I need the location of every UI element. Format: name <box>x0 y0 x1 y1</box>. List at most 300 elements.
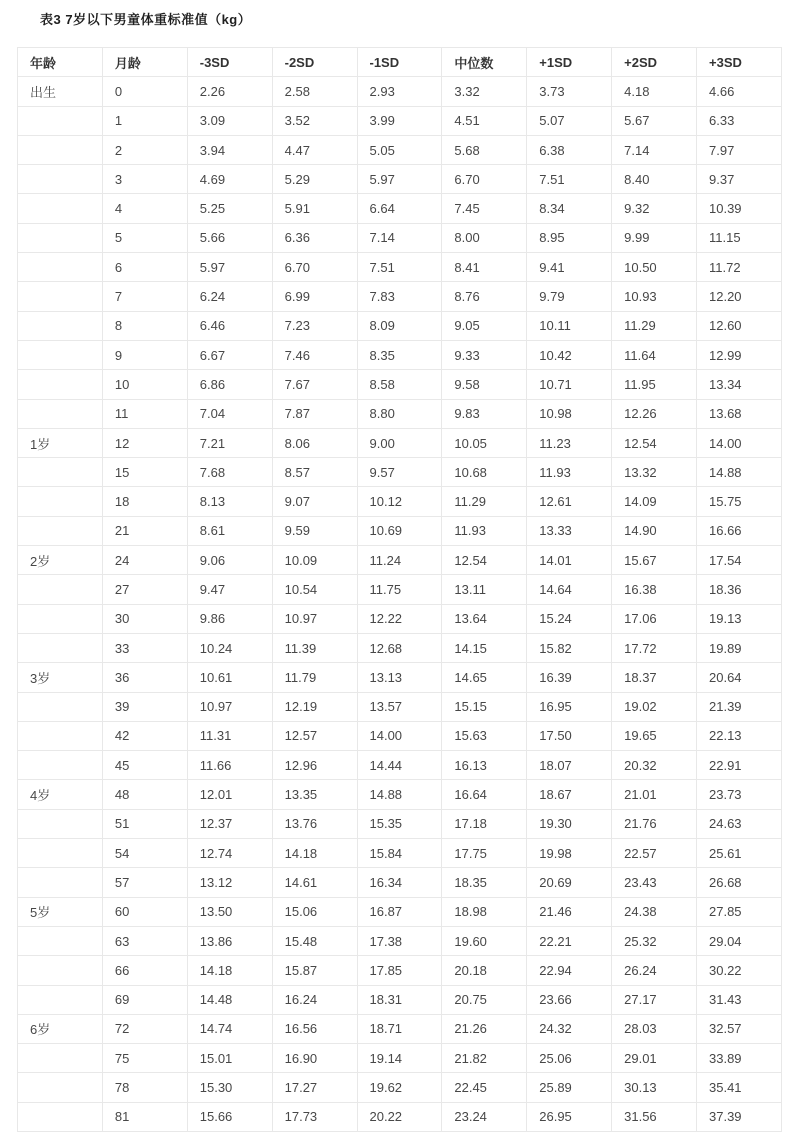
table-row <box>18 956 782 985</box>
value-cell: 8.09 <box>357 311 442 340</box>
age-cell <box>18 370 103 399</box>
value-cell: 15.87 <box>272 956 357 985</box>
value-cell: 22.91 <box>697 751 782 780</box>
value-cell: 11.75 <box>357 575 442 604</box>
value-cell: 23.66 <box>527 985 612 1014</box>
header-row <box>18 48 782 77</box>
value-cell: 10.61 <box>187 663 272 692</box>
value-cell: 6.86 <box>187 370 272 399</box>
month-age-cell: 24 <box>102 546 187 575</box>
value-cell: 5.68 <box>442 135 527 164</box>
age-cell <box>18 458 103 487</box>
column-header: +2SD <box>612 48 697 77</box>
value-cell: 12.54 <box>442 546 527 575</box>
value-cell: 28.03 <box>612 1014 697 1043</box>
value-cell: 12.20 <box>697 282 782 311</box>
value-cell: 12.01 <box>187 780 272 809</box>
value-cell: 3.94 <box>187 135 272 164</box>
value-cell: 32.57 <box>697 1014 782 1043</box>
month-age-cell: 33 <box>102 633 187 662</box>
value-cell: 9.05 <box>442 311 527 340</box>
value-cell: 5.07 <box>527 106 612 135</box>
age-cell <box>18 633 103 662</box>
month-age-cell: 2 <box>102 135 187 164</box>
value-cell: 7.51 <box>527 165 612 194</box>
value-cell: 25.06 <box>527 1044 612 1073</box>
value-cell: 20.22 <box>357 1102 442 1131</box>
age-cell <box>18 604 103 633</box>
value-cell: 8.40 <box>612 165 697 194</box>
age-cell <box>18 692 103 721</box>
value-cell: 17.54 <box>697 546 782 575</box>
value-cell: 14.90 <box>612 516 697 545</box>
value-cell: 5.25 <box>187 194 272 223</box>
table-row <box>18 692 782 721</box>
table-row <box>18 311 782 340</box>
value-cell: 9.33 <box>442 340 527 369</box>
value-cell: 6.67 <box>187 340 272 369</box>
value-cell: 11.79 <box>272 663 357 692</box>
age-cell <box>18 399 103 428</box>
value-cell: 6.24 <box>187 282 272 311</box>
value-cell: 9.06 <box>187 546 272 575</box>
value-cell: 6.46 <box>187 311 272 340</box>
value-cell: 25.89 <box>527 1073 612 1102</box>
table-row <box>18 77 782 106</box>
value-cell: 2.93 <box>357 77 442 106</box>
month-age-cell: 1 <box>102 106 187 135</box>
value-cell: 13.50 <box>187 897 272 926</box>
table-body <box>18 77 782 1132</box>
value-cell: 5.05 <box>357 135 442 164</box>
value-cell: 9.37 <box>697 165 782 194</box>
value-cell: 17.27 <box>272 1073 357 1102</box>
month-age-cell: 60 <box>102 897 187 926</box>
age-cell <box>18 165 103 194</box>
age-cell <box>18 223 103 252</box>
value-cell: 10.50 <box>612 253 697 282</box>
value-cell: 25.61 <box>697 839 782 868</box>
value-cell: 14.09 <box>612 487 697 516</box>
value-cell: 12.60 <box>697 311 782 340</box>
value-cell: 9.79 <box>527 282 612 311</box>
age-cell: 1岁 <box>18 428 103 457</box>
value-cell: 19.89 <box>697 633 782 662</box>
value-cell: 15.06 <box>272 897 357 926</box>
value-cell: 18.07 <box>527 751 612 780</box>
month-age-cell: 15 <box>102 458 187 487</box>
value-cell: 19.62 <box>357 1073 442 1102</box>
value-cell: 7.87 <box>272 399 357 428</box>
value-cell: 6.70 <box>272 253 357 282</box>
value-cell: 19.14 <box>357 1044 442 1073</box>
value-cell: 7.83 <box>357 282 442 311</box>
month-age-cell: 63 <box>102 926 187 955</box>
value-cell: 27.85 <box>697 897 782 926</box>
value-cell: 6.99 <box>272 282 357 311</box>
value-cell: 15.30 <box>187 1073 272 1102</box>
value-cell: 21.39 <box>697 692 782 721</box>
table-row <box>18 780 782 809</box>
value-cell: 17.18 <box>442 809 527 838</box>
column-header: 月龄 <box>102 48 187 77</box>
value-cell: 13.64 <box>442 604 527 633</box>
value-cell: 3.52 <box>272 106 357 135</box>
table-row <box>18 253 782 282</box>
table-row <box>18 458 782 487</box>
age-cell: 6岁 <box>18 1014 103 1043</box>
value-cell: 16.34 <box>357 868 442 897</box>
value-cell: 10.71 <box>527 370 612 399</box>
age-cell <box>18 135 103 164</box>
value-cell: 11.29 <box>442 487 527 516</box>
column-header: -3SD <box>187 48 272 77</box>
value-cell: 12.54 <box>612 428 697 457</box>
value-cell: 12.19 <box>272 692 357 721</box>
value-cell: 24.63 <box>697 809 782 838</box>
value-cell: 11.15 <box>697 223 782 252</box>
value-cell: 7.14 <box>357 223 442 252</box>
table-row <box>18 1073 782 1102</box>
month-age-cell: 72 <box>102 1014 187 1043</box>
value-cell: 15.84 <box>357 839 442 868</box>
value-cell: 16.64 <box>442 780 527 809</box>
month-age-cell: 0 <box>102 77 187 106</box>
value-cell: 8.06 <box>272 428 357 457</box>
value-cell: 6.33 <box>697 106 782 135</box>
value-cell: 6.36 <box>272 223 357 252</box>
value-cell: 29.01 <box>612 1044 697 1073</box>
value-cell: 17.38 <box>357 926 442 955</box>
value-cell: 10.97 <box>272 604 357 633</box>
value-cell: 21.01 <box>612 780 697 809</box>
age-cell: 出生 <box>18 77 103 106</box>
value-cell: 13.12 <box>187 868 272 897</box>
value-cell: 8.61 <box>187 516 272 545</box>
month-age-cell: 81 <box>102 1102 187 1131</box>
age-cell: 3岁 <box>18 663 103 692</box>
value-cell: 12.22 <box>357 604 442 633</box>
value-cell: 3.32 <box>442 77 527 106</box>
value-cell: 16.24 <box>272 985 357 1014</box>
month-age-cell: 7 <box>102 282 187 311</box>
value-cell: 2.58 <box>272 77 357 106</box>
value-cell: 14.65 <box>442 663 527 692</box>
value-cell: 8.58 <box>357 370 442 399</box>
value-cell: 11.24 <box>357 546 442 575</box>
value-cell: 19.98 <box>527 839 612 868</box>
value-cell: 8.13 <box>187 487 272 516</box>
value-cell: 9.58 <box>442 370 527 399</box>
age-cell <box>18 282 103 311</box>
value-cell: 9.32 <box>612 194 697 223</box>
value-cell: 14.88 <box>697 458 782 487</box>
value-cell: 12.99 <box>697 340 782 369</box>
month-age-cell: 9 <box>102 340 187 369</box>
table-row <box>18 985 782 1014</box>
value-cell: 19.02 <box>612 692 697 721</box>
value-cell: 21.76 <box>612 809 697 838</box>
value-cell: 8.35 <box>357 340 442 369</box>
month-age-cell: 30 <box>102 604 187 633</box>
value-cell: 14.88 <box>357 780 442 809</box>
value-cell: 11.72 <box>697 253 782 282</box>
month-age-cell: 78 <box>102 1073 187 1102</box>
table-row <box>18 839 782 868</box>
month-age-cell: 11 <box>102 399 187 428</box>
value-cell: 14.18 <box>272 839 357 868</box>
column-header: -1SD <box>357 48 442 77</box>
value-cell: 30.22 <box>697 956 782 985</box>
value-cell: 15.15 <box>442 692 527 721</box>
month-age-cell: 6 <box>102 253 187 282</box>
value-cell: 15.01 <box>187 1044 272 1073</box>
value-cell: 22.57 <box>612 839 697 868</box>
table-row <box>18 428 782 457</box>
age-cell <box>18 926 103 955</box>
value-cell: 26.24 <box>612 956 697 985</box>
value-cell: 22.13 <box>697 721 782 750</box>
value-cell: 19.13 <box>697 604 782 633</box>
age-cell <box>18 575 103 604</box>
value-cell: 5.91 <box>272 194 357 223</box>
value-cell: 13.76 <box>272 809 357 838</box>
table-row <box>18 399 782 428</box>
month-age-cell: 8 <box>102 311 187 340</box>
value-cell: 11.64 <box>612 340 697 369</box>
value-cell: 21.46 <box>527 897 612 926</box>
value-cell: 7.14 <box>612 135 697 164</box>
age-cell <box>18 194 103 223</box>
value-cell: 14.74 <box>187 1014 272 1043</box>
value-cell: 12.57 <box>272 721 357 750</box>
value-cell: 16.66 <box>697 516 782 545</box>
table-row <box>18 516 782 545</box>
value-cell: 16.38 <box>612 575 697 604</box>
value-cell: 15.24 <box>527 604 612 633</box>
value-cell: 5.97 <box>187 253 272 282</box>
value-cell: 31.43 <box>697 985 782 1014</box>
value-cell: 10.54 <box>272 575 357 604</box>
table-row <box>18 1014 782 1043</box>
value-cell: 8.41 <box>442 253 527 282</box>
value-cell: 10.42 <box>527 340 612 369</box>
value-cell: 4.47 <box>272 135 357 164</box>
value-cell: 21.26 <box>442 1014 527 1043</box>
table-row <box>18 487 782 516</box>
value-cell: 15.82 <box>527 633 612 662</box>
value-cell: 13.32 <box>612 458 697 487</box>
age-cell <box>18 516 103 545</box>
value-cell: 5.29 <box>272 165 357 194</box>
value-cell: 10.12 <box>357 487 442 516</box>
value-cell: 9.59 <box>272 516 357 545</box>
value-cell: 18.37 <box>612 663 697 692</box>
table-row <box>18 546 782 575</box>
value-cell: 16.87 <box>357 897 442 926</box>
value-cell: 3.99 <box>357 106 442 135</box>
value-cell: 14.15 <box>442 633 527 662</box>
value-cell: 15.66 <box>187 1102 272 1131</box>
table-row <box>18 282 782 311</box>
age-cell <box>18 106 103 135</box>
value-cell: 10.69 <box>357 516 442 545</box>
month-age-cell: 3 <box>102 165 187 194</box>
value-cell: 11.29 <box>612 311 697 340</box>
value-cell: 5.97 <box>357 165 442 194</box>
table-row <box>18 575 782 604</box>
value-cell: 12.68 <box>357 633 442 662</box>
age-cell <box>18 956 103 985</box>
value-cell: 12.61 <box>527 487 612 516</box>
value-cell: 12.37 <box>187 809 272 838</box>
value-cell: 11.93 <box>442 516 527 545</box>
table-row <box>18 663 782 692</box>
value-cell: 14.64 <box>527 575 612 604</box>
column-header: 年龄 <box>18 48 103 77</box>
column-header: +1SD <box>527 48 612 77</box>
value-cell: 35.41 <box>697 1073 782 1102</box>
value-cell: 18.31 <box>357 985 442 1014</box>
age-cell <box>18 985 103 1014</box>
value-cell: 10.39 <box>697 194 782 223</box>
value-cell: 10.98 <box>527 399 612 428</box>
value-cell: 20.69 <box>527 868 612 897</box>
value-cell: 20.64 <box>697 663 782 692</box>
value-cell: 26.68 <box>697 868 782 897</box>
table-row <box>18 1044 782 1073</box>
table-row <box>18 868 782 897</box>
value-cell: 3.09 <box>187 106 272 135</box>
value-cell: 23.24 <box>442 1102 527 1131</box>
value-cell: 29.04 <box>697 926 782 955</box>
value-cell: 17.06 <box>612 604 697 633</box>
value-cell: 8.76 <box>442 282 527 311</box>
value-cell: 7.68 <box>187 458 272 487</box>
value-cell: 15.48 <box>272 926 357 955</box>
value-cell: 20.75 <box>442 985 527 1014</box>
column-header: 中位数 <box>442 48 527 77</box>
month-age-cell: 57 <box>102 868 187 897</box>
table-row <box>18 135 782 164</box>
month-age-cell: 27 <box>102 575 187 604</box>
value-cell: 8.57 <box>272 458 357 487</box>
value-cell: 16.39 <box>527 663 612 692</box>
value-cell: 7.23 <box>272 311 357 340</box>
value-cell: 16.13 <box>442 751 527 780</box>
value-cell: 17.73 <box>272 1102 357 1131</box>
value-cell: 23.43 <box>612 868 697 897</box>
value-cell: 17.85 <box>357 956 442 985</box>
weight-standards-table <box>17 47 782 1132</box>
value-cell: 18.36 <box>697 575 782 604</box>
value-cell: 7.21 <box>187 428 272 457</box>
value-cell: 9.83 <box>442 399 527 428</box>
value-cell: 20.18 <box>442 956 527 985</box>
month-age-cell: 39 <box>102 692 187 721</box>
value-cell: 11.39 <box>272 633 357 662</box>
month-age-cell: 4 <box>102 194 187 223</box>
value-cell: 19.65 <box>612 721 697 750</box>
value-cell: 16.90 <box>272 1044 357 1073</box>
age-cell <box>18 1102 103 1131</box>
value-cell: 30.13 <box>612 1073 697 1102</box>
column-header: -2SD <box>272 48 357 77</box>
value-cell: 22.94 <box>527 956 612 985</box>
value-cell: 8.80 <box>357 399 442 428</box>
value-cell: 4.66 <box>697 77 782 106</box>
value-cell: 9.86 <box>187 604 272 633</box>
value-cell: 22.45 <box>442 1073 527 1102</box>
value-cell: 16.56 <box>272 1014 357 1043</box>
table-row <box>18 370 782 399</box>
month-age-cell: 66 <box>102 956 187 985</box>
value-cell: 7.45 <box>442 194 527 223</box>
value-cell: 15.75 <box>697 487 782 516</box>
table-row <box>18 809 782 838</box>
value-cell: 19.30 <box>527 809 612 838</box>
value-cell: 8.34 <box>527 194 612 223</box>
value-cell: 12.96 <box>272 751 357 780</box>
value-cell: 7.51 <box>357 253 442 282</box>
value-cell: 6.70 <box>442 165 527 194</box>
table-row <box>18 721 782 750</box>
month-age-cell: 42 <box>102 721 187 750</box>
table-row <box>18 340 782 369</box>
month-age-cell: 18 <box>102 487 187 516</box>
month-age-cell: 48 <box>102 780 187 809</box>
age-cell <box>18 721 103 750</box>
table-row <box>18 926 782 955</box>
value-cell: 10.11 <box>527 311 612 340</box>
value-cell: 13.34 <box>697 370 782 399</box>
age-cell <box>18 340 103 369</box>
table-row <box>18 633 782 662</box>
age-cell <box>18 1073 103 1102</box>
value-cell: 17.72 <box>612 633 697 662</box>
value-cell: 14.44 <box>357 751 442 780</box>
value-cell: 14.48 <box>187 985 272 1014</box>
value-cell: 37.39 <box>697 1102 782 1131</box>
month-age-cell: 12 <box>102 428 187 457</box>
value-cell: 14.01 <box>527 546 612 575</box>
table-row <box>18 751 782 780</box>
value-cell: 18.71 <box>357 1014 442 1043</box>
value-cell: 6.64 <box>357 194 442 223</box>
age-cell: 2岁 <box>18 546 103 575</box>
value-cell: 21.82 <box>442 1044 527 1073</box>
value-cell: 10.09 <box>272 546 357 575</box>
value-cell: 2.26 <box>187 77 272 106</box>
value-cell: 13.35 <box>272 780 357 809</box>
value-cell: 18.98 <box>442 897 527 926</box>
value-cell: 7.97 <box>697 135 782 164</box>
value-cell: 11.93 <box>527 458 612 487</box>
value-cell: 14.18 <box>187 956 272 985</box>
value-cell: 18.35 <box>442 868 527 897</box>
value-cell: 26.95 <box>527 1102 612 1131</box>
value-cell: 7.04 <box>187 399 272 428</box>
value-cell: 9.00 <box>357 428 442 457</box>
month-age-cell: 5 <box>102 223 187 252</box>
value-cell: 10.68 <box>442 458 527 487</box>
age-cell <box>18 1044 103 1073</box>
age-cell <box>18 809 103 838</box>
age-cell: 4岁 <box>18 780 103 809</box>
value-cell: 8.00 <box>442 223 527 252</box>
table-header <box>18 48 782 77</box>
value-cell: 12.26 <box>612 399 697 428</box>
